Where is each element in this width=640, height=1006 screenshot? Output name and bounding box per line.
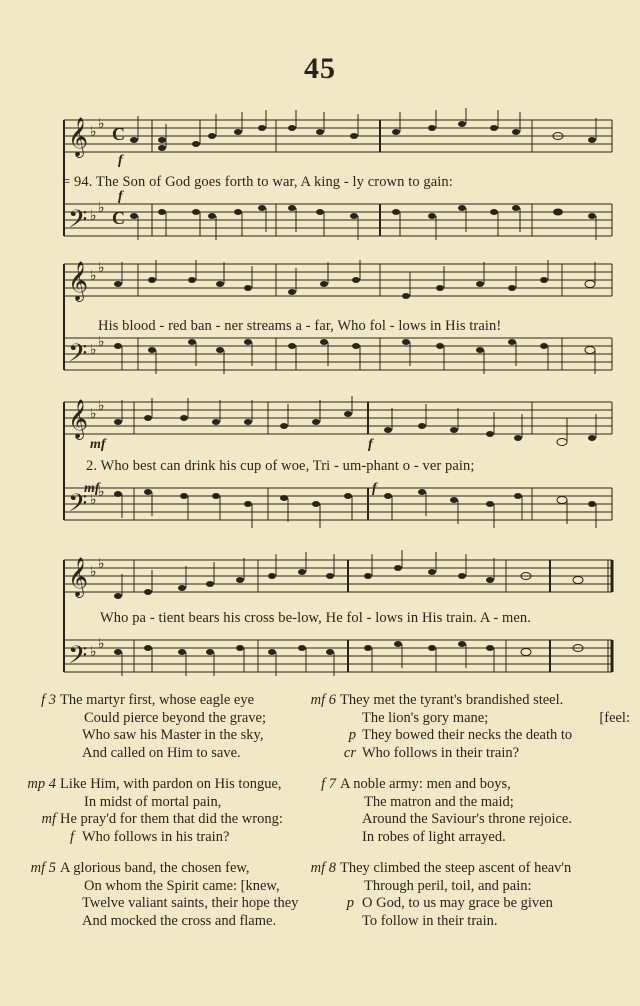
svg-text:♭: ♭ <box>98 485 105 500</box>
svg-text:𝄢: 𝄢 <box>68 340 88 373</box>
verse-line: Like Him, with pardon on His tongue, <box>60 776 282 792</box>
svg-text:♭: ♭ <box>98 637 105 652</box>
svg-text:𝄢: 𝄢 <box>68 205 88 240</box>
verse-line: In robes of light arrayed. <box>362 828 506 845</box>
svg-text:♭: ♭ <box>90 565 97 580</box>
svg-text:C: C <box>112 124 125 144</box>
verse-line: Around the Saviour's throne rejoice. <box>362 811 572 827</box>
verse-line: He pray'd for them that did the wrong: <box>60 811 283 827</box>
verse-mark: f 7 <box>321 776 336 792</box>
dynamic-mark: mf <box>41 811 56 827</box>
svg-text:𝄢: 𝄢 <box>68 490 88 523</box>
verse-line: On whom the Spirit came: [knew, <box>84 877 280 894</box>
verse-line: Through peril, toil, and pain: <box>364 877 532 894</box>
verse-mark: mf 8 <box>310 860 336 876</box>
verse-line: A noble army: men and boys, <box>340 776 511 792</box>
lyric-line-verse2-1: 2. Who best can drink his cup of woe, Tri - um-phant o - ver pain; <box>86 458 475 474</box>
svg-text:♭: ♭ <box>98 557 105 572</box>
verse-6 <box>310 692 630 762</box>
verse-continuation: [feel: <box>599 709 630 726</box>
verse-7 <box>321 776 630 846</box>
verse-line: To follow in their train. <box>362 912 498 929</box>
music-system-3 <box>62 394 614 542</box>
verse-line: They climbed the steep ascent of heav'n <box>340 860 572 876</box>
verse-line: Who saw his Master in the sky, <box>82 727 264 743</box>
music-system-4 <box>62 550 614 680</box>
svg-text:𝄢: 𝄢 <box>68 642 88 675</box>
verse-line: A glorious band, the chosen few, <box>60 860 250 876</box>
lyric-text: The Son of God goes forth to war, A king - ly crown to gain: <box>95 174 453 190</box>
lyric-line-verse2-2: Who pa - tient bears his cross be-low, He fol - lows in His train. A - men. <box>100 610 532 626</box>
music-system-1 <box>62 108 614 258</box>
verses-left-column <box>27 692 360 944</box>
dynamic-mark: p <box>346 895 354 911</box>
verse-line: Twelve valiant saints, their hope they <box>82 895 299 911</box>
verse-line: The matron and the maid; <box>364 793 514 810</box>
dynamic-f-2: f <box>118 189 123 204</box>
svg-text:♭: ♭ <box>90 645 97 660</box>
page-number: 45 <box>304 52 336 85</box>
dynamic-mf-2: mf <box>84 481 100 496</box>
svg-text:♭: ♭ <box>98 261 105 276</box>
dynamic-mark: p <box>348 727 356 743</box>
svg-text:♭: ♭ <box>98 201 105 216</box>
dynamic-mark: cr <box>343 744 356 761</box>
svg-text:𝄞: 𝄞 <box>68 117 89 157</box>
dynamic-f-3: f <box>368 437 373 452</box>
verse-line: Could pierce beyond the grave; <box>84 709 266 726</box>
verse-line: They bowed their necks the death to <box>362 727 573 743</box>
verse-mark: mp 4 <box>27 776 56 792</box>
dynamic-mf-1: mf <box>90 437 106 452</box>
lyric-prefix: = 94. <box>62 174 93 190</box>
svg-text:♭: ♭ <box>90 407 97 422</box>
verse-line: Who follows in his train? <box>82 828 230 845</box>
svg-text:♭: ♭ <box>90 209 97 224</box>
dynamic-f-4: f <box>372 481 377 496</box>
svg-text:𝄞: 𝄞 <box>68 401 89 438</box>
svg-text:𝄞: 𝄞 <box>68 559 89 596</box>
svg-text:♭: ♭ <box>98 117 105 132</box>
dynamic-mark: f <box>69 828 74 845</box>
svg-text:♭: ♭ <box>98 335 105 350</box>
svg-text:𝄞: 𝄞 <box>68 263 89 300</box>
music-system-2 <box>62 258 614 388</box>
verse-line: O God, to us may grace be given <box>362 895 553 911</box>
svg-text:♭: ♭ <box>90 343 97 358</box>
verse-line: And called on Him to save. <box>82 744 241 761</box>
verse-line: The martyr first, whose eagle eye <box>60 692 255 708</box>
lyric-line-verse1-1 <box>62 174 614 191</box>
lyric-line-verse1-2: His blood - red ban - ner streams a - far, Who fol - lows in His train! <box>98 318 502 334</box>
dynamic-f-1: f <box>118 153 123 168</box>
verse-line: And mocked the cross and flame. <box>82 912 277 929</box>
svg-text:♭: ♭ <box>90 269 97 284</box>
verse-line: Who follows in their train? <box>362 744 520 761</box>
verse-line: They met the tyrant's brandished steel. <box>340 692 564 708</box>
svg-text:♭: ♭ <box>90 493 97 508</box>
svg-text:♭: ♭ <box>90 125 97 140</box>
verse-mark: f 3 <box>41 692 56 708</box>
verse-8 <box>310 860 630 930</box>
svg-text:C: C <box>112 208 125 228</box>
verses-right-column <box>310 692 630 944</box>
verse-line: The lion's gory mane; <box>362 709 489 726</box>
verse-line: In midst of mortal pain, <box>84 793 222 810</box>
verse-mark: mf 5 <box>30 860 56 876</box>
svg-text:♭: ♭ <box>98 399 105 414</box>
verse-mark: mf 6 <box>310 692 336 708</box>
